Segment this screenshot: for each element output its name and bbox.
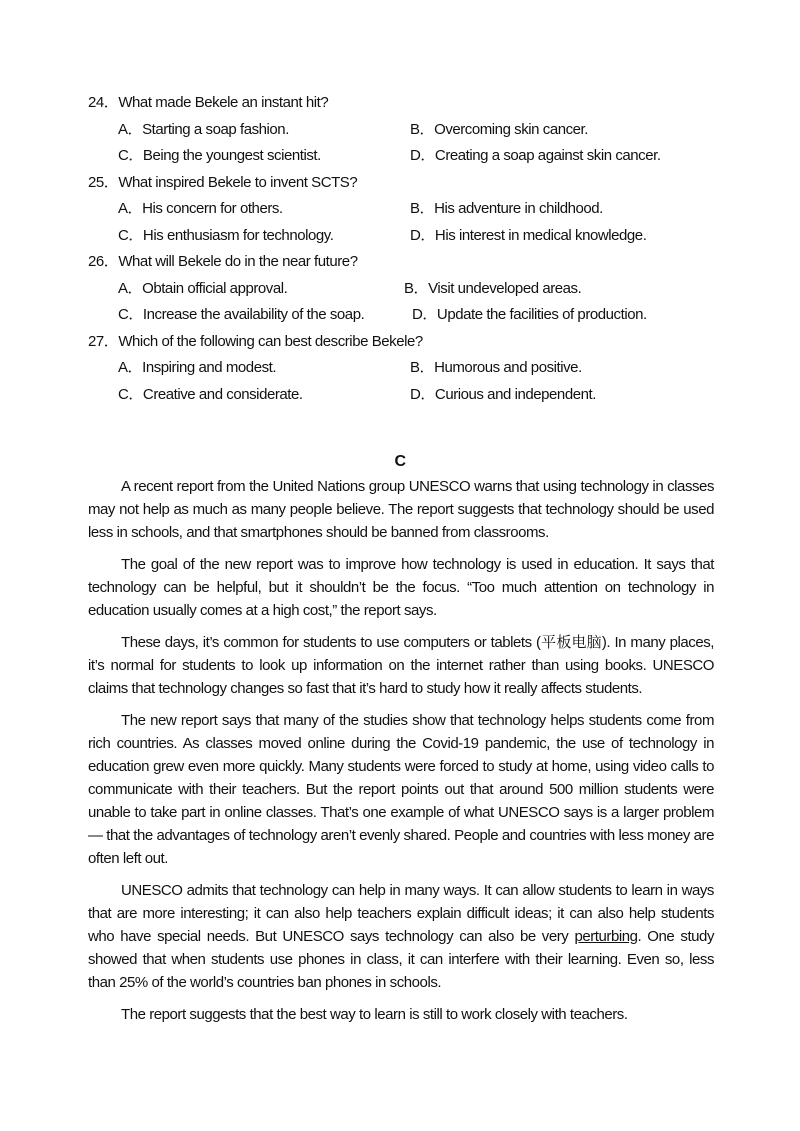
passage-paragraph-5 [88,879,714,994]
question-26-option-c: C．Increase the availability of the soap. [118,306,365,323]
question-27-stem: 27．Which of the following can best describe Bekele? [88,332,423,350]
question-27-option-a: A．Inspiring and modest. [118,359,277,376]
reading-passage [88,475,714,1035]
question-list [88,90,728,408]
question-25-option-a: A．His concern for others. [118,200,283,217]
question-24-option-a: A．Starting a soap fashion. [118,120,289,138]
question-24-options-row-2 [88,143,728,170]
passage-paragraph-5-part-2: . One study showed that when students use phones in class, it can interfere with their learning. Even so, less than 25% of the world’s countries ban phones in schools. [88,928,714,991]
passage-paragraph-6: The report suggests that the best way to learn is still to work closely with teachers. [121,1006,628,1023]
section-title: C [394,453,406,470]
question-26-options-row-2 [88,302,728,329]
question-26-option-b: B．Visit undeveloped areas. [404,279,582,297]
question-25-options-row-1 [88,196,728,223]
underlined-word-perturbing: perturbing [574,928,638,945]
question-27-option-b: B．Humorous and positive. [410,359,582,376]
question-24-option-d: D．Creating a soap against skin cancer. [410,147,661,164]
passage-paragraph-3: These days, it’s common for students to use computers or tablets (平板电脑). In many places, it’s normal for students to look up information on the internet rather than using books. UNESCO claims that technology changes so fast that it’s hard to study how it really affects students. [88,634,714,697]
question-26-option-d: D．Update the facilities of production. [412,306,647,323]
question-24-option-b: B．Overcoming skin cancer. [410,120,588,138]
question-27-options-row-2 [88,382,728,409]
passage-paragraph-2: The goal of the new report was to improve how technology is used in education. It says that technology can be helpful, but it shouldn’t be the focus. “Too much attention on technology in education usually comes at a high cost,” the report says. [88,556,714,619]
question-25-options-row-2 [88,223,728,250]
question-25-stem: 25．What inspired Bekele to invent SCTS? [88,173,358,191]
question-24-option-c: C．Being the youngest scientist. [118,147,321,164]
question-25-option-d: D．His interest in medical knowledge. [410,226,647,244]
question-27-option-d: D．Curious and independent. [410,385,596,403]
question-26-stem: 26．What will Bekele do in the near future? [88,253,358,270]
question-27-options-row-1 [88,355,728,382]
question-24-stem: 24．What made Bekele an instant hit? [88,94,329,111]
passage-paragraph-1: A recent report from the United Nations group UNESCO warns that using technology in classes may not help as much as many people believe. The report suggests that technology should be used less in schools, and that smartphones should be banned from classrooms. [88,478,714,541]
question-25-option-b: B．His adventure in childhood. [410,200,603,217]
passage-paragraph-5-part-1: UNESCO admits that technology can help in many ways. It can allow students to learn in ways that are more interesting; it can also help teachers explain difficult ideas; it can also help students who have special needs. But UNESCO says technology can also be very [88,882,714,945]
question-26-options-row-1 [88,276,728,303]
passage-paragraph-4: The new report says that many of the studies show that technology helps students come from rich countries. As classes moved online during the Covid-19 pandemic, the use of technology in education grew even more quickly. Many students were forced to study at home, using video calls to communicate with their teachers. But the report points out that around 500 million students were unable to take part in online classes. That’s one example of what UNESCO says is a larger problem — that the advantages of technology aren’t evenly shared. People and countries with less money are often left out. [88,712,714,867]
question-26-option-a: A．Obtain official approval. [118,279,288,297]
question-25-option-c: C．His enthusiasm for technology. [118,226,334,244]
question-27-option-c: C．Creative and considerate. [118,385,303,403]
question-24-options-row-1 [88,117,728,144]
